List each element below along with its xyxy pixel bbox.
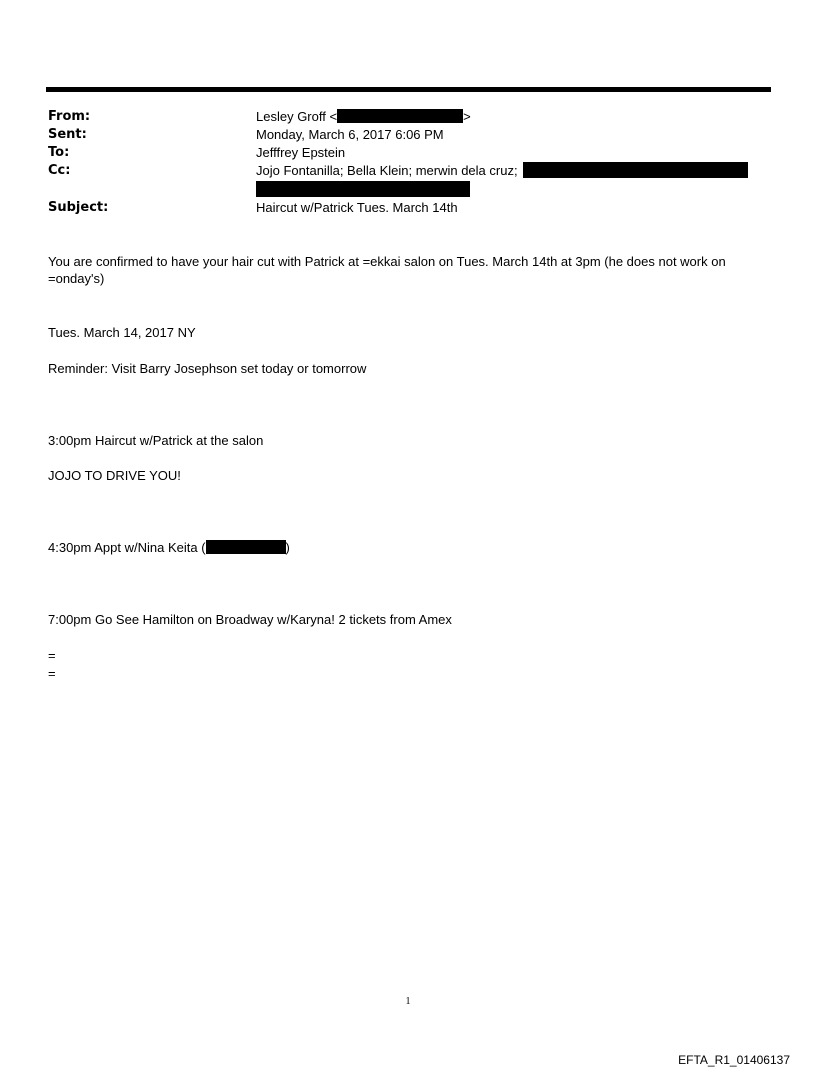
from-value — [256, 109, 471, 124]
eq-line-2: = — [48, 666, 56, 681]
header-rule — [46, 87, 771, 92]
from-close: > — [463, 109, 471, 124]
sent-value: Monday, March 6, 2017 6:06 PM — [256, 127, 444, 142]
document-id: EFTA_R1_01406137 — [678, 1053, 790, 1067]
date-line: Tues. March 14, 2017 NY — [48, 325, 196, 340]
sent-label: Sent: — [48, 127, 87, 142]
hamilton-line: 7:00pm Go See Hamilton on Broadway w/Karyna! 2 tickets from Amex — [48, 612, 452, 627]
subject-value: Haircut w/Patrick Tues. March 14th — [256, 200, 458, 215]
appt-prefix: 4:30pm Appt w/Nina Keita ( — [48, 540, 206, 555]
redacted-phone — [206, 540, 286, 554]
redacted-cc-2 — [256, 181, 470, 197]
jojo-line: JOJO TO DRIVE YOU! — [48, 468, 181, 483]
body-line-2: =onday's) — [48, 271, 105, 286]
haircut-line: 3:00pm Haircut w/Patrick at the salon — [48, 433, 264, 448]
cc-label: Cc: — [48, 163, 71, 178]
page-number: 1 — [405, 996, 411, 1007]
eq-line-1: = — [48, 648, 56, 663]
redacted-cc-1 — [523, 162, 748, 178]
from-name: Lesley Groff < — [256, 109, 338, 124]
body-line-1: You are confirmed to have your hair cut with Patrick at =ekkai salon on Tues. March 14th at 3pm (he does not work on — [48, 254, 726, 269]
to-label: To: — [48, 145, 70, 160]
redacted-email — [337, 109, 463, 123]
appt-suffix: ) — [285, 540, 290, 555]
subject-label: Subject: — [48, 200, 109, 215]
cc-value: Jojo Fontanilla; Bella Klein; merwin dela cruz; — [256, 163, 518, 178]
to-value: Jefffrey Epstein — [256, 145, 346, 160]
from-label: From: — [48, 109, 91, 124]
reminder-line: Reminder: Visit Barry Josephson set today or tomorrow — [48, 361, 367, 376]
appt-line — [48, 539, 768, 557]
